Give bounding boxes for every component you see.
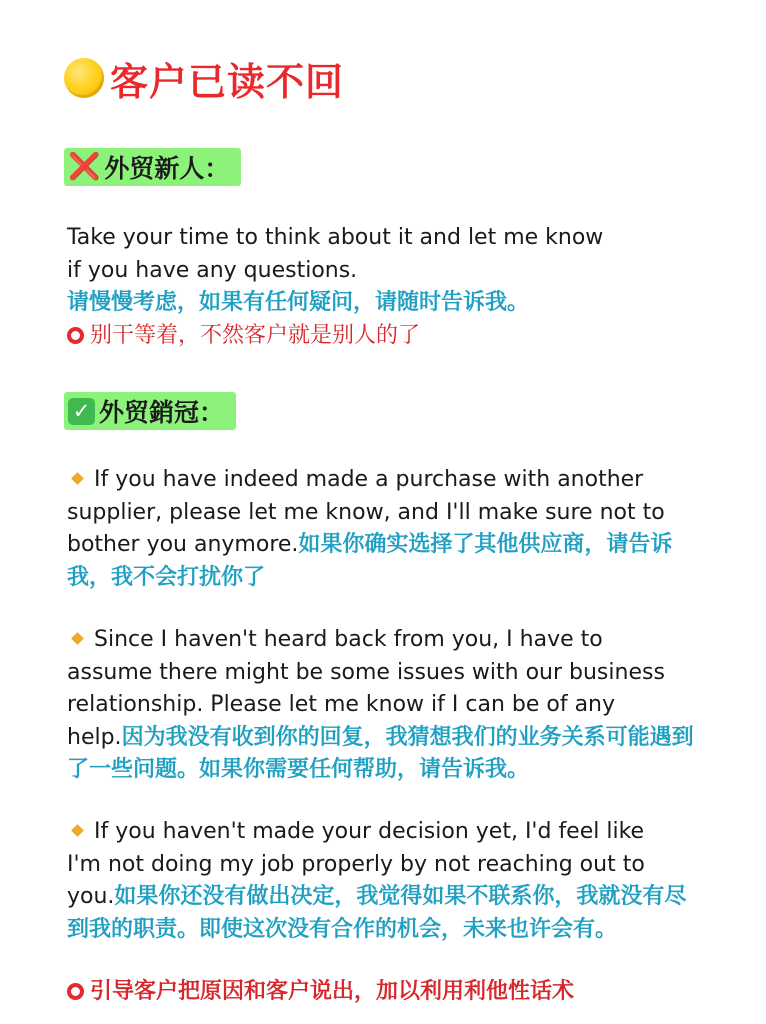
chinese-translation: 我，我不会打扰你了 — [67, 564, 266, 590]
chinese-translation: 请慢慢考虑，如果有任何疑问，请随时告诉我。 — [67, 290, 530, 315]
orange-diamond-icon — [71, 824, 84, 837]
english-line: If you have indeed made a purchase with another — [67, 464, 727, 497]
note-line — [67, 320, 727, 353]
english-line: Take your time to think about it and let me know — [67, 225, 604, 250]
english-line: Since I haven't heard back from you, I have to — [67, 624, 727, 657]
page-title-text: 客户已读不回 — [110, 59, 345, 104]
mixed-line: bother you anymore.如果你确实选择了其他供应商，请告诉 — [67, 532, 673, 557]
cross-mark-icon: ❌ — [68, 152, 101, 182]
check-mark-icon: ✓ — [68, 398, 95, 425]
chinese-translation: 到我的职责。即使这次没有合作的机会，未来也许会有。 — [67, 916, 618, 942]
note-text: 别干等着，不然客户就是别人的了 — [90, 322, 421, 348]
footer-note — [67, 976, 727, 1009]
orange-diamond-icon — [71, 632, 84, 645]
chinese-translation: 了一些问题。如果你需要任何帮助，请告诉我。 — [67, 757, 530, 782]
red-ring-icon — [67, 983, 84, 1000]
section-tag-label: 外贸新人： — [104, 154, 230, 183]
mixed-line: you.如果你还没有做出决定，我觉得如果不联系你，我就没有尽 — [67, 884, 687, 909]
english-line: I'm not doing my job properly by not reaching out to — [67, 851, 645, 877]
english-line: If you haven't made your decision yet, I'd feel like — [67, 816, 727, 849]
section-tag-champion — [64, 392, 236, 430]
english-line: supplier, please let me know, and I'll make sure not to — [67, 499, 665, 525]
english-line: relationship. Please let me know if I can be of any — [67, 692, 616, 717]
orange-diamond-icon — [71, 472, 84, 485]
mixed-line: help.因为我没有收到你的回复，我猜想我们的业务关系可能遇到 — [67, 724, 694, 750]
yellow-circle-icon — [64, 58, 104, 98]
section-tag-label: 外贸銷冠： — [99, 398, 225, 427]
champion-reply-1 — [67, 464, 727, 594]
red-ring-icon — [67, 327, 84, 344]
newbie-reply — [67, 222, 727, 352]
champion-reply-3 — [67, 816, 727, 946]
english-line: if you have any questions. — [67, 257, 358, 283]
section-tag-newbie — [64, 148, 241, 186]
english-line: assume there might be some issues with our business — [67, 659, 665, 685]
page-title — [64, 52, 344, 104]
footer-text: 引导客户把原因和客户说出，加以利用利他性话术 — [90, 979, 575, 1004]
champion-reply-2 — [67, 624, 727, 787]
